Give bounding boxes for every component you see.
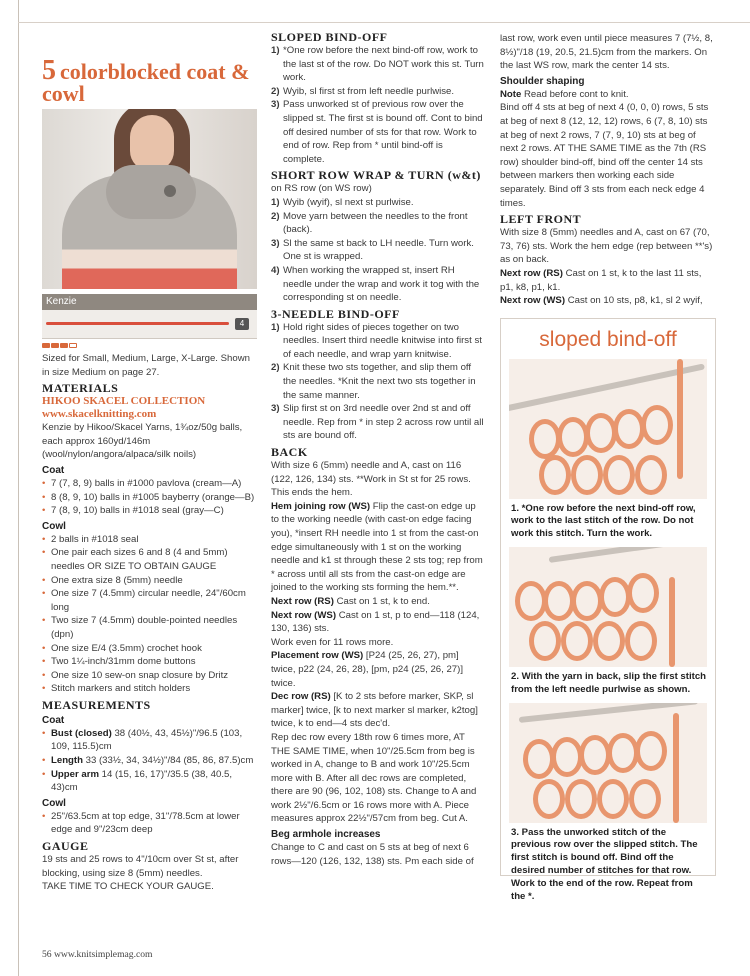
left-front-paragraph bbox=[500, 267, 716, 294]
measurements-cowl-list bbox=[42, 810, 257, 837]
step bbox=[271, 361, 485, 402]
column-2 bbox=[271, 28, 485, 868]
stitch-loop bbox=[635, 455, 667, 495]
list-item: • Stitch markers and stitch holders bbox=[42, 682, 257, 696]
pattern-title bbox=[42, 55, 257, 106]
photo-face bbox=[130, 115, 174, 171]
measurements-coat-heading: Coat bbox=[42, 714, 65, 726]
step-number: 1) bbox=[271, 45, 280, 56]
row-text: [P24 (25, 26, 27), pm] twice, p22 (24, 26, 28), [pm, p24 (25, 26, 27)] twice. bbox=[271, 650, 463, 689]
step-text: Slip first st on 3rd needle over 2nd st and off needle. Rep from * in step 2 across row until all sts are bound off. bbox=[283, 403, 484, 442]
page-footer bbox=[42, 948, 153, 962]
measurements-heading: MEASUREMENTS bbox=[42, 697, 151, 712]
step bbox=[271, 98, 485, 166]
list-item: • Two 1¼-inch/31mm dome buttons bbox=[42, 655, 257, 669]
list-item bbox=[42, 768, 257, 795]
back-paragraph: With size 6 (5mm) needle and A, cast on 116 (122, 126, 134) sts. **Work in St st for 25 rows. This ends the hem. bbox=[271, 460, 471, 499]
stitch-loop bbox=[613, 409, 645, 449]
three-needle-heading: 3-NEEDLE BIND-OFF bbox=[271, 306, 400, 321]
diagram-caption-2: 2. With the yarn in back, slip the first stitch from the left needle purlwise as shown. bbox=[511, 671, 707, 695]
gauge-note: TAKE TIME TO CHECK YOUR GAUGE. bbox=[42, 881, 214, 893]
list-item: • Two size 7 (4.5mm) double-pointed needles (dpn) bbox=[42, 614, 257, 641]
stitch-loop bbox=[627, 573, 659, 613]
row-label: Hem joining row (WS) bbox=[271, 500, 371, 512]
row-text: Cast on 1 st, k to end. bbox=[333, 595, 430, 607]
step-text: Wyib (wyif), sl next st purlwise. bbox=[283, 196, 414, 208]
row-label: Next row (WS) bbox=[271, 609, 337, 621]
note-text: Read before cont to knit. bbox=[521, 88, 629, 100]
back-heading: BACK bbox=[271, 445, 308, 460]
measure-label: Bust (closed) bbox=[51, 727, 112, 739]
stitch-loop bbox=[557, 417, 589, 457]
photo-button bbox=[164, 185, 176, 197]
row-label: Next row (RS) bbox=[271, 595, 334, 607]
skill-level-bar bbox=[51, 343, 59, 348]
brand-name: HIKOO SKACEL COLLECTION bbox=[42, 395, 206, 408]
stitch-loop bbox=[529, 621, 561, 661]
step-number: 1) bbox=[271, 196, 280, 208]
needle-shape bbox=[519, 703, 699, 723]
step-text: Move yarn between the needles to the front (back). bbox=[283, 210, 468, 236]
step-number: 3) bbox=[271, 99, 280, 111]
step bbox=[271, 196, 485, 210]
left-front-paragraph bbox=[500, 294, 716, 308]
list-item: • One pair each sizes 6 and 8 (4 and 5mm) needles OR SIZE TO OBTAIN GAUGE bbox=[42, 546, 257, 573]
step-number: 2) bbox=[271, 85, 280, 97]
left-front-heading: LEFT FRONT bbox=[500, 212, 582, 227]
needle-shape bbox=[509, 363, 705, 413]
back-paragraph bbox=[271, 649, 485, 690]
step-number: 2) bbox=[271, 362, 280, 374]
list-item bbox=[42, 754, 257, 768]
row-label: Next row (WS) bbox=[500, 295, 566, 307]
row-text: Cast on 1 st, k to the last 11 sts, p1, k8, p1, k1. bbox=[500, 267, 702, 293]
row-label: Placement row (WS) bbox=[271, 650, 364, 662]
row-text: Cast on 10 sts, p8, k1, sl 2 wyif, bbox=[565, 295, 703, 307]
yarn-strand-shape bbox=[677, 359, 683, 479]
materials-heading: MATERIALS bbox=[42, 381, 119, 396]
step-text: Knit these two sts together, and slip them off the needles. *Knit the next two sts together in the same manner. bbox=[283, 362, 476, 401]
page-rule-vertical bbox=[18, 0, 19, 976]
step-number: 2) bbox=[271, 210, 280, 222]
left-front-paragraph: With size 8 (5mm) needles and A, cast on 67 (70, 73, 76) sts. Work the hem edge (rep between **'s) as on back. bbox=[500, 227, 713, 266]
column-1 bbox=[42, 34, 257, 894]
stitch-loop bbox=[561, 621, 593, 661]
diagram-illustration-3 bbox=[509, 703, 707, 823]
page-number: 56 bbox=[42, 949, 52, 960]
measurements-cowl-heading: Cowl bbox=[42, 797, 66, 809]
stitch-loop bbox=[629, 779, 661, 819]
back-paragraph bbox=[271, 595, 485, 609]
list-item: • One size 7 (4.5mm) circular needle, 24"/60cm long bbox=[42, 587, 257, 614]
note-paragraph bbox=[500, 88, 716, 102]
photo-cowl bbox=[106, 165, 196, 219]
list-item: • 25"/63.5cm at top edge, 31"/78.5cm at lower edge and 9"/23cm deep bbox=[42, 810, 257, 837]
materials-coat-list bbox=[42, 477, 257, 518]
short-row-heading: SHORT ROW WRAP & TURN (w&t) bbox=[271, 168, 481, 183]
back-paragraph: Change to C and cast on 5 sts at beg of next 6 rows—120 (126, 132, 138) sts. Pm each side of bbox=[271, 842, 474, 867]
measure-label: Upper arm bbox=[51, 768, 99, 780]
back-paragraph: Work even for 11 rows more. bbox=[271, 636, 394, 648]
shoulder-paragraph: Bind off 4 sts at beg of next 4 (0, 0, 0) rows, 5 sts at beg of next 8 (12, 12, 12) rows, 6 (7, 8, 10) sts at beg of next 2 rows, 7 (7, 9, 10) sts at beg of next 2 rows. AT THE SAME TIME as the 7th (RS row) shoulder bind-off, bind off the center 14 sts between markers then working each side separately. Bind off 3 sts from each neck edge 4 times. bbox=[500, 102, 709, 209]
skill-level-bar-empty bbox=[69, 343, 77, 348]
diagram-caption-1: 1. *One row before the next bind-off row, work to the last stitch of the row. Do not work this stitch. Turn the work. bbox=[511, 502, 696, 540]
stitch-loop bbox=[539, 455, 571, 495]
back-paragraph bbox=[271, 609, 485, 636]
brand-url: www.skacelknitting.com bbox=[42, 408, 157, 421]
intro-text: Sized for Small, Medium, Large, X-Large. Shown in size Medium on page 27. bbox=[42, 353, 250, 378]
step bbox=[271, 237, 485, 264]
needle-shape bbox=[549, 547, 707, 563]
row-label: Next row (RS) bbox=[500, 267, 563, 279]
row-text: Flip the cast-on edge up to the working needle (with cast-on edge facing you), *insert RH needle into 1 st from the cast-on edge simultaneously with 1 st on the working needle and k1 st through these 2 sts tog; rep from * across until all sts from the cast-on edge are joined to the working sts forming the hem.**. bbox=[271, 500, 483, 594]
stitch-loop bbox=[625, 621, 657, 661]
page-rule-horizontal bbox=[18, 22, 750, 23]
skill-level-bar bbox=[42, 343, 50, 348]
diagram-title: sloped bind-off bbox=[539, 327, 677, 351]
measurements-coat-list bbox=[42, 727, 257, 795]
list-item: • One extra size 8 (5mm) needle bbox=[42, 574, 257, 588]
stitch-loop bbox=[571, 581, 603, 621]
footer-site: www.knitsimplemag.com bbox=[54, 949, 153, 960]
back-paragraph bbox=[271, 500, 485, 595]
note-label: Note bbox=[500, 88, 522, 100]
list-item: • 7 (7, 8, 9) balls in #1000 pavlova (cream—A) bbox=[42, 477, 257, 491]
model-photo bbox=[42, 109, 257, 289]
stitch-loop bbox=[565, 779, 597, 819]
step-text: Pass unworked st of previous row over the slipped st. The first st is bound off. Cont to bind off desired number of sts for that row. Work to end of row. Rep from * until bind-off is complete. bbox=[283, 99, 483, 165]
skill-level-bar bbox=[60, 343, 68, 348]
list-item: • 7 (8, 9, 10) balls in #1018 seal (gray—C) bbox=[42, 504, 257, 518]
sloped-bindoff-diagram bbox=[500, 318, 716, 902]
gauge-text: 19 sts and 25 rows to 4"/10cm over St st, after blocking, using size 8 (5mm) needles. bbox=[42, 854, 239, 879]
stitch-loop bbox=[599, 577, 631, 617]
sloped-bindoff-steps bbox=[271, 44, 485, 166]
yarn-name-label: Kenzie bbox=[42, 294, 257, 310]
stitch-loop bbox=[571, 455, 603, 495]
stitch-loop bbox=[585, 413, 617, 453]
yarn-swatch bbox=[42, 310, 257, 339]
stitch-loop bbox=[593, 621, 625, 661]
column-3 bbox=[500, 32, 716, 902]
armhole-heading: Beg armhole increases bbox=[271, 829, 381, 841]
step bbox=[271, 321, 485, 362]
materials-cowl-list bbox=[42, 533, 257, 696]
gauge-heading: GAUGE bbox=[42, 839, 89, 854]
step-text: Hold right sides of pieces together on two needles. Insert third needle knitwise into first st of each needle, and wrap yarn knitwise. bbox=[283, 321, 482, 360]
diagram-caption-3: 3. Pass the unworked stitch of the previous row over the slipped stitch. The first stitch is bound off. Bind off the desired number of stitches for that row. Work to the end of the row. Repeat from the *. bbox=[511, 826, 698, 902]
skill-level-indicator bbox=[42, 343, 257, 348]
step bbox=[271, 210, 485, 237]
short-row-intro: on RS row (on WS row) bbox=[271, 183, 372, 195]
step-text: Wyib, sl first st from left needle purlwise. bbox=[283, 85, 455, 97]
measure-value: 14 (15, 16, 17)"/35.5 (38, 40.5, 43)cm bbox=[51, 768, 232, 794]
step bbox=[271, 264, 485, 305]
step-number: 4) bbox=[271, 264, 280, 276]
short-row-steps bbox=[271, 196, 485, 305]
stitch-loop bbox=[533, 779, 565, 819]
step-number: 3) bbox=[271, 403, 280, 415]
step-text: *One row before the next bind-off row, work to the last st of the row. Do NOT work this st. Turn work. bbox=[283, 45, 484, 84]
step bbox=[271, 402, 485, 443]
yarn-description: Kenzie by Hikoo/Skacel Yarns, 1¾oz/50g balls, each approx 160yd/146m (wool/nylon/angora/alpaca/silk noils) bbox=[42, 422, 243, 461]
pattern-title-text: colorblocked coat & cowl bbox=[42, 59, 250, 106]
step bbox=[271, 85, 485, 99]
materials-cowl-heading: Cowl bbox=[42, 520, 66, 532]
yarn-strand bbox=[46, 322, 229, 325]
stitch-loop bbox=[597, 779, 629, 819]
list-item: • 2 balls in #1018 seal bbox=[42, 533, 257, 547]
step-number: 3) bbox=[271, 237, 280, 249]
pattern-number: 5 bbox=[42, 55, 56, 86]
list-item: • 8 (8, 9, 10) balls in #1005 bayberry (orange—B) bbox=[42, 491, 257, 505]
continued-paragraph: last row, work even until piece measures 7 (7½, 8, 8½)"/18 (19, 20.5, 21.5)cm from the markers. On the last WS row, mark the center 14 sts. bbox=[500, 33, 713, 72]
row-label: Dec row (RS) bbox=[271, 691, 331, 703]
back-paragraph bbox=[271, 690, 485, 731]
sloped-bindoff-heading: SLOPED BIND-OFF bbox=[271, 30, 388, 44]
measure-value: 33 (33½, 34, 34½)"/84 (85, 86, 87.5)cm bbox=[82, 755, 254, 767]
row-text: [K to 2 sts before marker, SKP, sl marker] twice, [k to next marker sl marker, k2tog] twice, k to end—4 sts dec'd. bbox=[271, 691, 478, 730]
yarn-strand-shape bbox=[673, 713, 679, 823]
yarn-strand-shape bbox=[669, 577, 675, 667]
measure-value: 38 (40½, 43, 45½)"/96.5 (103, 109, 115.5)cm bbox=[51, 727, 243, 753]
list-item: • One size E/4 (3.5mm) crochet hook bbox=[42, 642, 257, 656]
back-paragraph: Rep dec row every 18th row 6 times more, AT THE SAME TIME, when 10"/25.5cm from beg is worked in A, change to B and work 10"/25.5cm more with B. After all dec rows are completed, there are 90 (96, 102, 108) sts. Change to A and work 2½"/6.5cm or 16 rows more with A. Piece measures approx 22½"/57cm from beg. Cut A. bbox=[271, 731, 477, 825]
row-text: Cast on 1 st, p to end—118 (124, 130, 136) sts. bbox=[271, 609, 480, 635]
diagram-illustration-2 bbox=[509, 547, 707, 667]
yarn-weight-badge: 4 bbox=[235, 318, 249, 330]
stitch-loop bbox=[603, 455, 635, 495]
stitch-loop bbox=[641, 405, 673, 445]
stitch-loop bbox=[635, 731, 667, 771]
measure-label: Length bbox=[51, 755, 83, 767]
materials-coat-heading: Coat bbox=[42, 464, 65, 476]
step-number: 1) bbox=[271, 321, 280, 333]
list-item: • One size 10 sew-on snap closure by Dritz bbox=[42, 669, 257, 683]
shoulder-heading: Shoulder shaping bbox=[500, 75, 585, 87]
list-item bbox=[42, 727, 257, 754]
step-text: Sl the same st back to LH needle. Turn work. One st is wrapped. bbox=[283, 237, 474, 263]
step-text: When working the wrapped st, insert RH needle under the wrap and work it tog with the corresponding st on needle. bbox=[283, 264, 480, 304]
step bbox=[271, 44, 485, 85]
diagram-illustration-1 bbox=[509, 359, 707, 499]
three-needle-steps bbox=[271, 321, 485, 443]
